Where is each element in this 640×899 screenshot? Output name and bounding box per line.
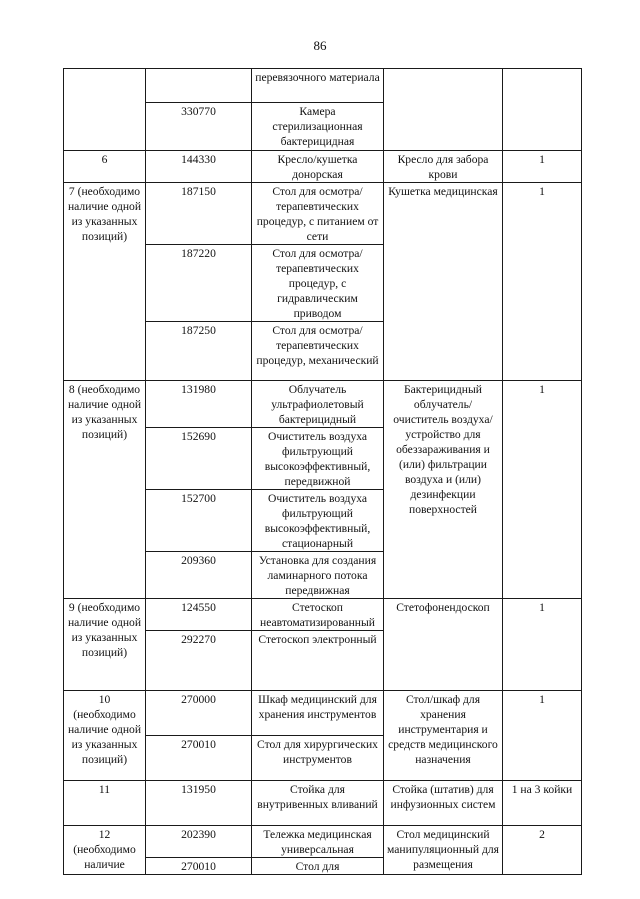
- equipment-name-cell: Кресло/кушетка донорская: [252, 151, 384, 183]
- table-row: [64, 381, 582, 428]
- equipment-name-cell: Камера стерилизационная бактерицидная: [252, 103, 384, 151]
- equipment-name-cell: Стол для осмотра/ терапевтических процедур, с гидравлическим приводом: [252, 245, 384, 322]
- item-number-cell: 6: [64, 151, 146, 183]
- code-cell: 202390: [146, 826, 252, 858]
- quantity-cell: 1 на 3 койки: [503, 781, 582, 826]
- item-number-cell: 7 (необходимо наличие одной из указанных позиций): [64, 183, 146, 381]
- page-number: 86: [313, 38, 327, 53]
- code-cell: 330770: [146, 103, 252, 151]
- table-row: [64, 183, 582, 245]
- code-cell: 131950: [146, 781, 252, 826]
- equipment-name-cell: Стол для осмотра/ терапевтических процедур, с питанием от сети: [252, 183, 384, 245]
- equipment-name-cell: Тележка медицинская универсальная: [252, 826, 384, 858]
- item-number-cell: 8 (необходимо наличие одной из указанных позиций): [64, 381, 146, 599]
- equipment-name-cell: перевязочного материала: [252, 69, 384, 103]
- equipment-name-cell: Стойка для внутривенных вливаний: [252, 781, 384, 826]
- code-cell: 152690: [146, 428, 252, 490]
- equipment-name-cell: Стол для хирургических инструментов: [252, 736, 384, 781]
- item-number-cell: 9 (необходимо наличие одной из указанных позиций): [64, 599, 146, 691]
- table-row: [64, 151, 582, 183]
- quantity-cell: 2: [503, 826, 582, 875]
- requirement-cell: Кушетка медицинская: [384, 183, 503, 381]
- requirement-cell: [384, 69, 503, 151]
- requirement-cell: Стетофонендоскоп: [384, 599, 503, 691]
- requirement-cell: Стол/шкаф для хранения инструментария и средств медицинского назначения: [384, 691, 503, 781]
- equipment-table: [63, 68, 582, 875]
- code-cell: 144330: [146, 151, 252, 183]
- code-cell: 292270: [146, 631, 252, 691]
- item-number-cell: [64, 69, 146, 151]
- code-cell: 270010: [146, 736, 252, 781]
- quantity-cell: [503, 69, 582, 151]
- code-cell: 187250: [146, 322, 252, 381]
- quantity-cell: 1: [503, 691, 582, 781]
- quantity-cell: 1: [503, 151, 582, 183]
- equipment-name-cell: Очиститель воздуха фильтрующий высокоэффективный, передвижной: [252, 428, 384, 490]
- table-row: [64, 691, 582, 736]
- code-cell: 187150: [146, 183, 252, 245]
- item-number-cell: 12 (необходимо наличие: [64, 826, 146, 875]
- item-number-cell: 10 (необходимо наличие одной из указанных позиций): [64, 691, 146, 781]
- item-number-cell: 11: [64, 781, 146, 826]
- code-cell: 124550: [146, 599, 252, 631]
- table-row: [64, 781, 582, 826]
- code-cell: 270010: [146, 858, 252, 875]
- equipment-name-cell: Стетоскоп неавтоматизированный: [252, 599, 384, 631]
- table-row: [64, 69, 582, 103]
- quantity-cell: 1: [503, 381, 582, 599]
- table-row: [64, 826, 582, 858]
- code-cell: 209360: [146, 552, 252, 599]
- equipment-name-cell: Стол для: [252, 858, 384, 875]
- equipment-name-cell: Установка для создания ламинарного потока передвижная: [252, 552, 384, 599]
- code-cell: 187220: [146, 245, 252, 322]
- requirement-cell: Стойка (штатив) для инфузионных систем: [384, 781, 503, 826]
- requirement-cell: Кресло для забора крови: [384, 151, 503, 183]
- equipment-name-cell: Шкаф медицинский для хранения инструментов: [252, 691, 384, 736]
- requirement-cell: Бактерицидный облучатель/ очиститель воздуха/ устройство для обеззараживания и (или) фильтрации воздуха и (или) дезинфекции поверхностей: [384, 381, 503, 599]
- quantity-cell: 1: [503, 599, 582, 691]
- code-cell: 270000: [146, 691, 252, 736]
- equipment-name-cell: Очиститель воздуха фильтрующий высокоэффективный, стационарный: [252, 490, 384, 552]
- code-cell: 131980: [146, 381, 252, 428]
- quantity-cell: 1: [503, 183, 582, 381]
- equipment-name-cell: Стол для осмотра/ терапевтических процедур, механический: [252, 322, 384, 381]
- equipment-name-cell: Облучатель ультрафиолетовый бактерицидный: [252, 381, 384, 428]
- code-cell: [146, 69, 252, 103]
- code-cell: 152700: [146, 490, 252, 552]
- equipment-name-cell: Стетоскоп электронный: [252, 631, 384, 691]
- table-row: [64, 599, 582, 631]
- requirement-cell: Стол медицинский манипуляционный для размещения: [384, 826, 503, 875]
